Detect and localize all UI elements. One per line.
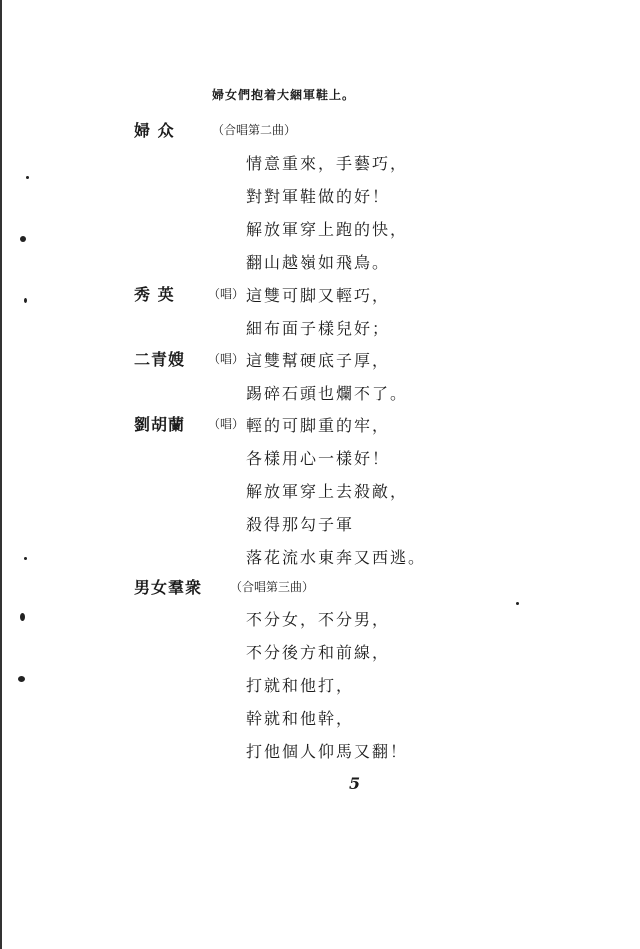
- lyric-line: 踢碎石頭也爛不了。: [246, 384, 409, 403]
- scan-speck: [24, 298, 27, 303]
- lyric-line: 這雙幫硬底子厚，: [246, 351, 391, 370]
- lyric-line: 翻山越嶺如飛鳥。: [246, 253, 391, 272]
- speaker-direction: （合唱第三曲）: [230, 580, 315, 594]
- lyric-line: 各樣用心一樣好！: [246, 449, 391, 468]
- lyric-line: 不分後方和前線，: [246, 643, 391, 662]
- scan-speck: [18, 676, 25, 682]
- page-number: 5: [349, 774, 361, 793]
- lyric-line: 解放軍穿上跑的快，: [246, 220, 409, 239]
- lyric-line: 解放軍穿上去殺敵，: [246, 482, 409, 501]
- speaker-direction: （唱）: [208, 287, 245, 301]
- speaker-name: 男女羣衆: [134, 578, 203, 597]
- lyric-line: 打就和他打，: [246, 676, 355, 695]
- scan-speck: [20, 236, 26, 242]
- scan-speck: [24, 557, 27, 560]
- scan-speck: [516, 602, 519, 605]
- lyric-line: 殺得那勾子軍: [246, 515, 355, 534]
- speaker-direction: （合唱第二曲）: [212, 123, 297, 137]
- lyric-line: 打他個人仰馬又翻！: [246, 742, 409, 761]
- lyric-line: 對對軍鞋做的好！: [246, 187, 391, 206]
- speaker-name: 婦 众: [134, 121, 175, 140]
- speaker-direction: （唱）: [208, 417, 245, 431]
- scan-speck: [26, 176, 29, 179]
- speaker-name: 二青嫂: [134, 350, 186, 369]
- speaker-name: 秀 英: [134, 285, 175, 304]
- lyric-line: 幹就和他幹，: [246, 709, 355, 728]
- lyric-line: 細布面子樣兒好；: [246, 319, 391, 338]
- lyric-line: 不分女，不分男，: [246, 610, 391, 629]
- lyric-line: 情意重來，手藝巧，: [246, 154, 409, 173]
- lyric-line: 這雙可脚又輕巧，: [246, 286, 391, 305]
- stage-direction-heading: 婦女們抱着大綑軍鞋上。: [212, 88, 356, 102]
- lyric-line: 落花流水東奔又西逃。: [246, 548, 427, 567]
- scan-speck: [20, 613, 25, 621]
- speaker-direction: （唱）: [208, 352, 245, 366]
- speaker-name: 劉胡蘭: [134, 415, 186, 434]
- lyric-line: 輕的可脚重的牢，: [246, 416, 391, 435]
